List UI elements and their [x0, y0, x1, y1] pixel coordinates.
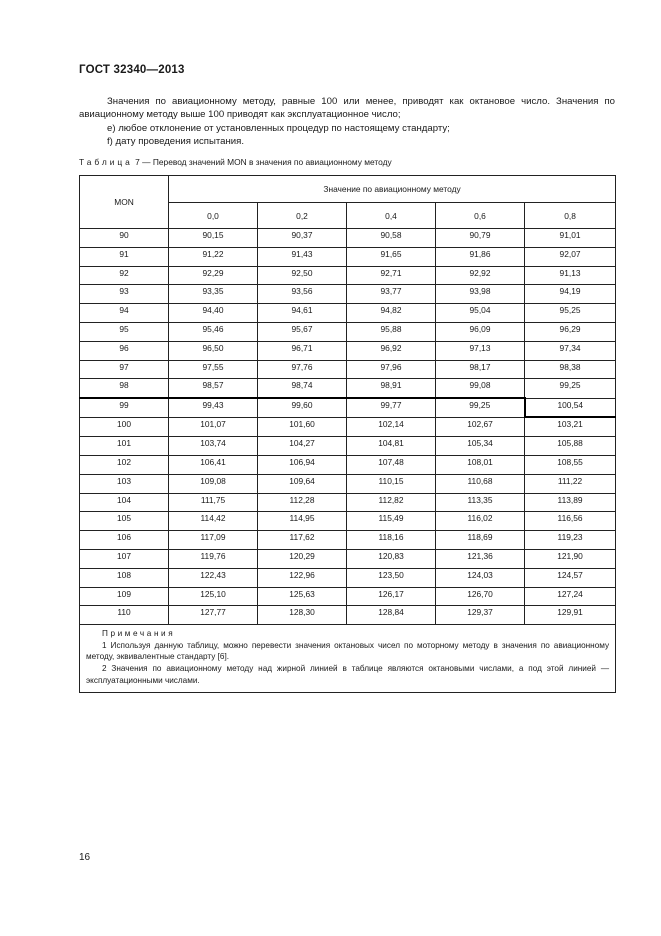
mon-cell: 104: [80, 493, 169, 512]
table-row: [80, 322, 616, 341]
value-cell: 105,34: [436, 437, 525, 456]
value-cell: 102,14: [347, 417, 436, 436]
value-cell: 128,84: [347, 606, 436, 625]
value-cell: 129,37: [436, 606, 525, 625]
value-cell: 98,17: [436, 360, 525, 379]
mon-cell: 109: [80, 587, 169, 606]
table-row: [80, 304, 616, 323]
mon-cell: 107: [80, 550, 169, 569]
value-cell: 99,25: [436, 398, 525, 417]
value-cell: 125,63: [258, 587, 347, 606]
value-cell: 96,50: [169, 341, 258, 360]
column-header: 0,8: [525, 203, 616, 229]
table-caption-text: 7 — Перевод значений MON в значения по авиационному методу: [132, 157, 392, 167]
value-cell: 91,86: [436, 247, 525, 266]
value-cell: 98,57: [169, 379, 258, 398]
value-cell: 93,56: [258, 285, 347, 304]
value-cell: 108,55: [525, 456, 616, 475]
value-cell: 126,70: [436, 587, 525, 606]
value-cell: 92,07: [525, 247, 616, 266]
value-cell: 99,43: [169, 398, 258, 417]
value-cell: 119,76: [169, 550, 258, 569]
value-cell: 120,83: [347, 550, 436, 569]
mon-cell: 96: [80, 341, 169, 360]
table-row: [80, 341, 616, 360]
value-cell: 91,43: [258, 247, 347, 266]
value-cell: 90,15: [169, 229, 258, 248]
value-cell: 99,25: [525, 379, 616, 398]
table-caption-prefix: Таблица: [79, 157, 133, 167]
value-cell: 92,71: [347, 266, 436, 285]
value-cell: 124,03: [436, 568, 525, 587]
value-cell: 116,02: [436, 512, 525, 531]
value-cell: 124,57: [525, 568, 616, 587]
list-item-e: е) любое отклонение от установленных процедур по настоящему стандарту;: [107, 123, 450, 134]
value-cell: 92,50: [258, 266, 347, 285]
value-cell: 115,49: [347, 512, 436, 531]
value-cell: 92,29: [169, 266, 258, 285]
table-row: [80, 531, 616, 550]
table-row: [80, 417, 616, 436]
table-row: [80, 229, 616, 248]
value-cell: 108,01: [436, 456, 525, 475]
table-row: [80, 285, 616, 304]
value-cell: 101,07: [169, 417, 258, 436]
value-cell: 97,34: [525, 341, 616, 360]
value-cell: 109,08: [169, 474, 258, 493]
table-row: [80, 360, 616, 379]
value-cell: 90,58: [347, 229, 436, 248]
value-cell: 99,60: [258, 398, 347, 417]
value-cell: 123,50: [347, 568, 436, 587]
value-cell: 98,74: [258, 379, 347, 398]
value-cell: 122,96: [258, 568, 347, 587]
value-cell: 99,08: [436, 379, 525, 398]
value-cell: 121,90: [525, 550, 616, 569]
table-row: [80, 550, 616, 569]
value-cell: 129,91: [525, 606, 616, 625]
mon-cell: 91: [80, 247, 169, 266]
table-row: [80, 474, 616, 493]
mon-cell: 99: [80, 398, 169, 417]
mon-cell: 98: [80, 379, 169, 398]
conversion-table: [79, 175, 616, 693]
value-cell: 111,75: [169, 493, 258, 512]
value-cell: 91,22: [169, 247, 258, 266]
value-cell: 93,98: [436, 285, 525, 304]
value-cell: 91,13: [525, 266, 616, 285]
value-cell: 96,29: [525, 322, 616, 341]
mon-cell: 92: [80, 266, 169, 285]
page-number: 16: [79, 852, 91, 863]
column-header: 0,6: [436, 203, 525, 229]
mon-cell: 106: [80, 531, 169, 550]
value-cell: 105,88: [525, 437, 616, 456]
value-cell: 99,77: [347, 398, 436, 417]
body-paragraph: Значения по авиационному методу, равные 100 или менее, приводят как октановое число. Значения по авиационному методу выше 100 приводят как эксплуатационное число;: [79, 96, 615, 121]
column-header: 0,0: [169, 203, 258, 229]
table-row: [80, 568, 616, 587]
value-cell: 121,36: [436, 550, 525, 569]
value-cell: 93,77: [347, 285, 436, 304]
value-cell: 110,68: [436, 474, 525, 493]
table-row: [80, 512, 616, 531]
value-cell: 119,23: [525, 531, 616, 550]
table-row: [80, 456, 616, 475]
table-row: [80, 606, 616, 625]
table-row: [80, 247, 616, 266]
value-cell: 96,92: [347, 341, 436, 360]
value-cell: 98,91: [347, 379, 436, 398]
list-item-f: f) дату проведения испытания.: [107, 136, 245, 147]
value-cell: 126,17: [347, 587, 436, 606]
value-cell: 106,94: [258, 456, 347, 475]
value-cell: 104,81: [347, 437, 436, 456]
value-cell: 114,42: [169, 512, 258, 531]
value-cell: 97,13: [436, 341, 525, 360]
value-cell: 113,89: [525, 493, 616, 512]
value-cell: 116,56: [525, 512, 616, 531]
value-cell: 97,96: [347, 360, 436, 379]
mon-cell: 108: [80, 568, 169, 587]
mon-column-header: MON: [80, 176, 169, 229]
value-cell: 106,41: [169, 456, 258, 475]
value-cell: 94,40: [169, 304, 258, 323]
notes-row: [80, 625, 616, 693]
value-cell: 91,01: [525, 229, 616, 248]
value-cell: 120,29: [258, 550, 347, 569]
value-cell: 109,64: [258, 474, 347, 493]
note-item: 1 Используя данную таблицу, можно перевести значения октановых чисел по моторному методу в значения по авиационному методу, эквивалентные стандарту [6].: [86, 640, 610, 662]
value-cell: 90,37: [258, 229, 347, 248]
value-cell: 96,09: [436, 322, 525, 341]
mon-cell: 97: [80, 360, 169, 379]
column-header: 0,4: [347, 203, 436, 229]
mon-cell: 94: [80, 304, 169, 323]
value-cell: 101,60: [258, 417, 347, 436]
value-cell: 122,43: [169, 568, 258, 587]
value-cell: 91,65: [347, 247, 436, 266]
table-caption: [79, 157, 392, 167]
table-row: [80, 379, 616, 398]
value-cell: 90,79: [436, 229, 525, 248]
value-cell: 95,25: [525, 304, 616, 323]
table-row: [80, 266, 616, 285]
mon-cell: 93: [80, 285, 169, 304]
value-cell: 110,15: [347, 474, 436, 493]
note-item: 2 Значения по авиационному методу над жирной линией в таблице являются октановыми числами, а под этой линией — эксплуатационными числами.: [86, 664, 610, 685]
value-cell: 95,88: [347, 322, 436, 341]
value-cell: 92,92: [436, 266, 525, 285]
value-cell: 103,21: [525, 417, 616, 436]
value-cell: 114,95: [258, 512, 347, 531]
mon-cell: 100: [80, 417, 169, 436]
mon-cell: 90: [80, 229, 169, 248]
value-cell: 104,27: [258, 437, 347, 456]
value-cell: 117,62: [258, 531, 347, 550]
value-cell: 97,55: [169, 360, 258, 379]
value-cell: 128,30: [258, 606, 347, 625]
value-cell: 113,35: [436, 493, 525, 512]
value-cell: 95,46: [169, 322, 258, 341]
value-cell: 97,76: [258, 360, 347, 379]
mon-cell: 103: [80, 474, 169, 493]
mon-cell: 102: [80, 456, 169, 475]
mon-cell: 105: [80, 512, 169, 531]
value-cell: 125,10: [169, 587, 258, 606]
value-cell: 98,38: [525, 360, 616, 379]
value-cell: 100,54: [525, 398, 616, 417]
table-row: [80, 437, 616, 456]
value-cell: 94,61: [258, 304, 347, 323]
value-cell: 112,82: [347, 493, 436, 512]
value-cell: 118,69: [436, 531, 525, 550]
value-cell: 96,71: [258, 341, 347, 360]
value-cell: 102,67: [436, 417, 525, 436]
mon-cell: 110: [80, 606, 169, 625]
value-cell: 95,67: [258, 322, 347, 341]
value-cell: 94,19: [525, 285, 616, 304]
aviation-method-group-header: Значение по авиационному методу: [169, 176, 616, 203]
value-cell: 117,09: [169, 531, 258, 550]
value-cell: 112,28: [258, 493, 347, 512]
value-cell: 107,48: [347, 456, 436, 475]
table-row: [80, 587, 616, 606]
value-cell: 93,35: [169, 285, 258, 304]
value-cell: 94,82: [347, 304, 436, 323]
mon-cell: 101: [80, 437, 169, 456]
document-header: ГОСТ 32340—2013: [79, 64, 185, 76]
table-row: [80, 493, 616, 512]
table-notes: [80, 625, 616, 693]
value-cell: 95,04: [436, 304, 525, 323]
table-row: [80, 398, 616, 417]
value-cell: 118,16: [347, 531, 436, 550]
value-cell: 111,22: [525, 474, 616, 493]
value-cell: 127,24: [525, 587, 616, 606]
value-cell: 103,74: [169, 437, 258, 456]
mon-cell: 95: [80, 322, 169, 341]
notes-title: Примечания: [102, 629, 176, 639]
value-cell: 127,77: [169, 606, 258, 625]
column-header: 0,2: [258, 203, 347, 229]
